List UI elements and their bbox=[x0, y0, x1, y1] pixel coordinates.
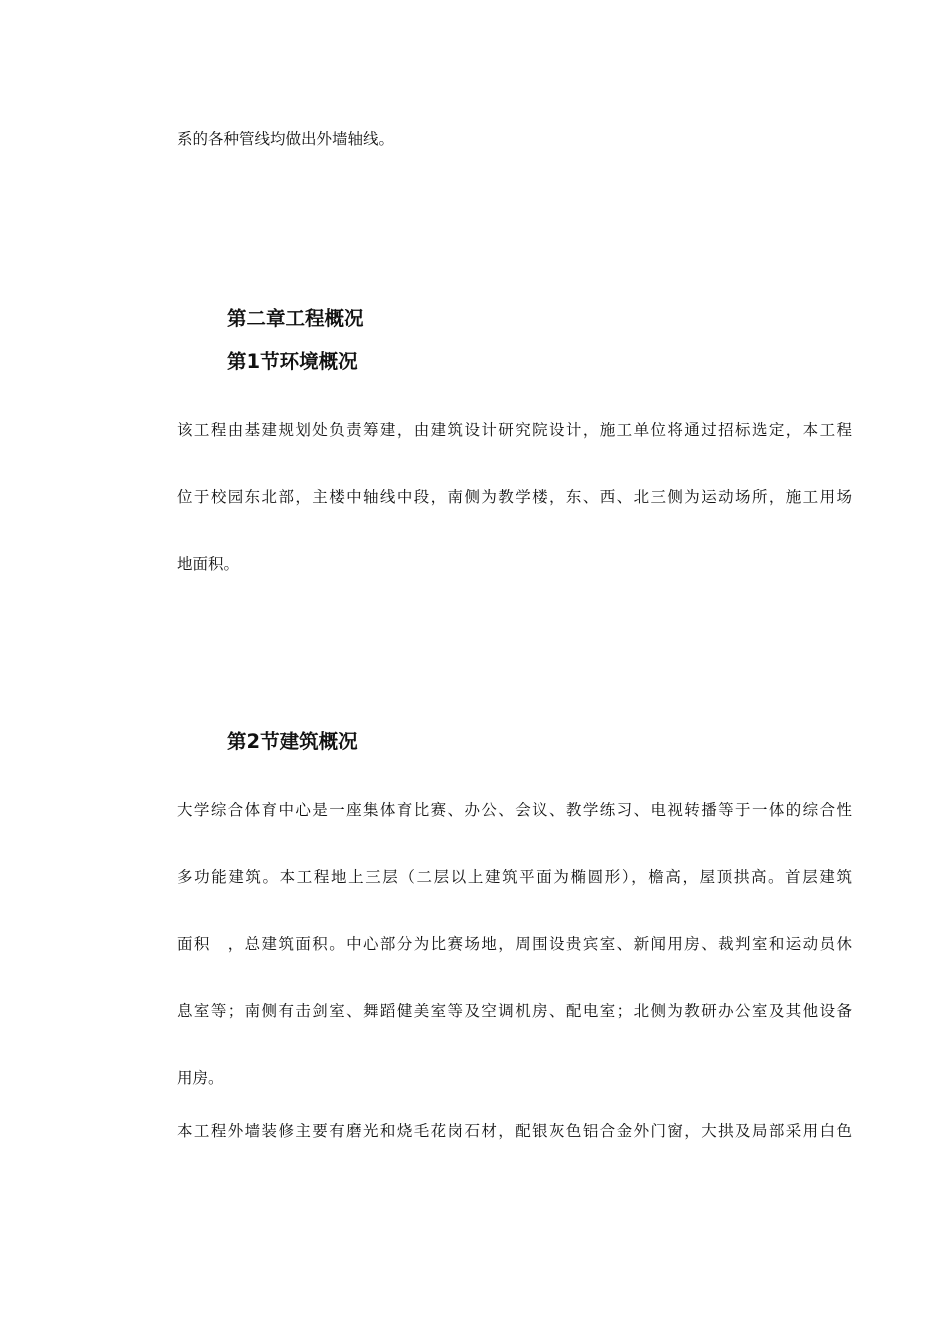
section-1-paragraph-line: 该工程由基建规划处负责筹建，由建筑设计研究院设计，施工单位将通过招标选定，本工程 bbox=[177, 421, 852, 439]
section-2-paragraph-line: 面积 ，总建筑面积。中心部分为比赛场地，周围设贵宾室、新闻用房、裁判室和运动员休 bbox=[177, 935, 852, 953]
section-2-continued-line: 本工程外墙装修主要有磨光和烧毛花岗石材，配银灰色铝合金外门窗，大拱及局部采用白色 bbox=[177, 1122, 852, 1140]
section-2-title: 第2节建筑概况 bbox=[227, 730, 358, 753]
chapter-title: 第二章工程概况 bbox=[227, 307, 364, 330]
section-2-paragraph-line: 大学综合体育中心是一座集体育比赛、办公、会议、教学练习、电视转播等于一体的综合性 bbox=[177, 801, 852, 819]
section-1-paragraph-line: 位于校园东北部，主楼中轴线中段，南侧为教学楼，东、西、北三侧为运动场所，施工用场 bbox=[177, 488, 852, 506]
intro-line: 系的各种管线均做出外墙轴线。 bbox=[177, 130, 395, 148]
section-1-paragraph-line: 地面积。 bbox=[177, 555, 240, 573]
section-2-paragraph-line: 息室等；南侧有击剑室、舞蹈健美室等及空调机房、配电室；北侧为教研办公室及其他设备 bbox=[177, 1002, 852, 1020]
section-2-paragraph-line: 用房。 bbox=[177, 1069, 224, 1087]
section-1-title: 第1节环境概况 bbox=[227, 350, 358, 373]
section-2-paragraph-line: 多功能建筑。本工程地上三层（二层以上建筑平面为椭圆形），檐高，屋顶拱高。首层建筑 bbox=[177, 868, 852, 886]
